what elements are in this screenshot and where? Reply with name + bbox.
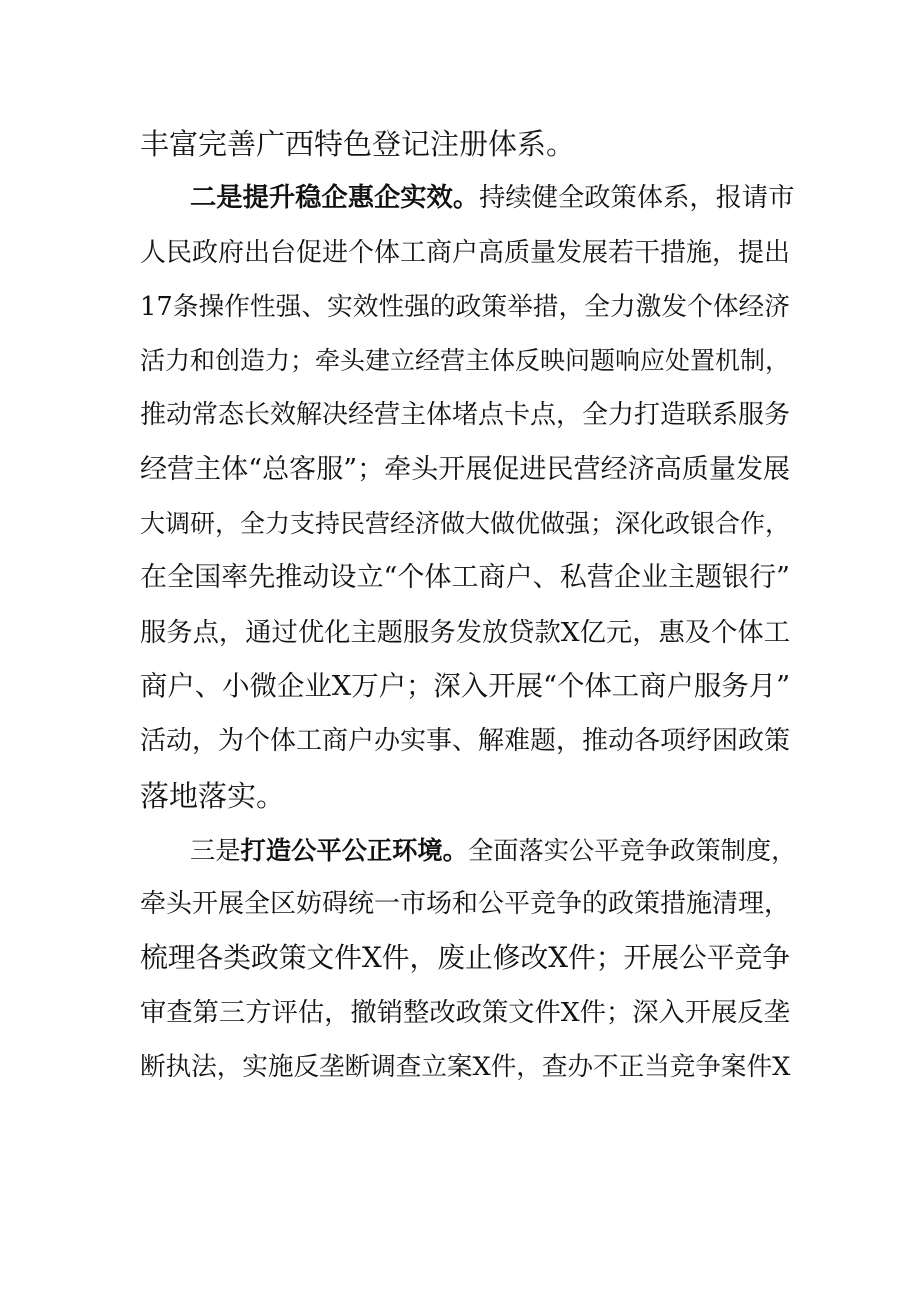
text-line: 商户、小微企业X万户；深入开展“个体工商户服务月” bbox=[140, 670, 791, 702]
paragraph-heading: 二是提升稳企惠企实效。 bbox=[190, 182, 480, 214]
text-line: 审查第三方评估，撤销整改政策文件X件；深入开展反垄 bbox=[140, 997, 790, 1028]
paragraph-fair-competition bbox=[140, 823, 797, 1094]
text-line: 断执法，实施反垄断调查立案X件，查办不正当竞争案件X bbox=[140, 1052, 791, 1083]
text-line: 梳理各类政策文件X件，废止修改X件；开展公平竞争 bbox=[140, 941, 791, 975]
text-line bbox=[140, 171, 795, 225]
text-line: 活力和创造力；牵头建立经营主体反映问题响应处置机制， bbox=[140, 346, 791, 376]
text-line: 丰富完善广西特色登记注册体系。 bbox=[140, 127, 576, 161]
text-line: 人民政府出台促进个体工商户高质量发展若干措施，提出 bbox=[140, 237, 791, 268]
text-fragment: 三是 bbox=[190, 835, 241, 865]
text-line: 在全国率先推动设立“个体工商户、私营企业主题银行” bbox=[140, 562, 790, 594]
text-line: 17条操作性强、实效性强的政策举措，全力激发个体经济 bbox=[140, 291, 790, 322]
text-line: 大调研，全力支持民营经济做大做优做强；深化政银合作， bbox=[140, 509, 791, 539]
paragraph-heading: 打造公平公正环境。 bbox=[240, 834, 468, 865]
paragraph-stabilize-enterprises bbox=[140, 171, 795, 823]
text-line: 推动常态长效解决经营主体堵点卡点，全力打造联系服务 bbox=[140, 400, 791, 431]
paragraph-continuation bbox=[140, 117, 790, 171]
text-line: 活动，为个体工商户办实事、解难题，推动各项纾困政策 bbox=[140, 726, 791, 757]
text-fragment: 全面落实公平竞争政策制度， bbox=[467, 835, 797, 865]
text-line: 牵头开展全区妨碍统一市场和公平竞争的政策措施清理， bbox=[140, 889, 791, 920]
text-line: 落地落实。 bbox=[140, 778, 286, 813]
text-line bbox=[140, 823, 797, 877]
text-line: 服务点，通过优化主题服务发放贷款X亿元，惠及个体工 bbox=[140, 617, 790, 648]
text-fragment: 持续健全政策体系，报请市 bbox=[479, 183, 795, 214]
text-line: 经营主体“总客服”；牵头开展促进民营经济高质量发展 bbox=[140, 453, 790, 485]
document-body bbox=[140, 117, 797, 1094]
